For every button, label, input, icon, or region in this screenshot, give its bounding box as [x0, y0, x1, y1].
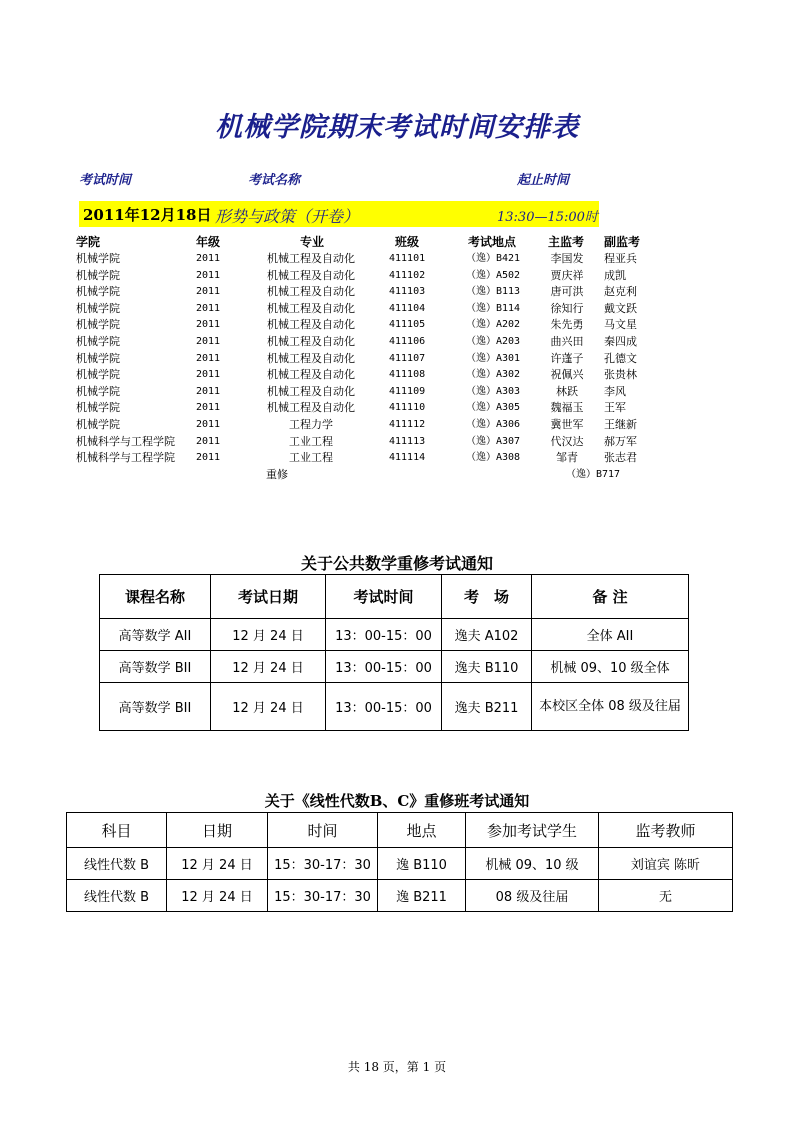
schedule-cell: （逸）A203 [466, 336, 521, 347]
schedule-cell: 工业工程 [289, 434, 333, 448]
schedule-cell: 机械工程及自动化 [267, 351, 355, 365]
table-cell: 高等数学 BII [100, 683, 211, 731]
schedule-cell: 机械学院 [76, 368, 120, 382]
schedule-cell: 机械工程及自动化 [267, 285, 355, 299]
table-cell: 逸 B211 [378, 880, 466, 912]
schedule-cell: 2011 [196, 286, 221, 298]
table-cell: 逸夫 B211 [442, 683, 532, 731]
col-header: 科目 [67, 813, 167, 848]
schedule-cell: 魏福玉 [550, 401, 584, 415]
schedule-cell: 秦四成 [604, 335, 637, 348]
schedule-cell: 工程力学 [289, 418, 333, 431]
schedule-cell: 411110 [389, 402, 426, 414]
table-cell: 15：30-17：30 [268, 880, 378, 912]
col-header: 考试时间 [326, 575, 442, 619]
schedule-cell: 孔德文 [604, 351, 637, 365]
schedule-cell: 李风 [604, 384, 626, 398]
schedule-cell: 机械工程及自动化 [267, 318, 355, 332]
retake-major: 重修 [266, 467, 288, 481]
exam-highlight-bar [79, 201, 599, 227]
schedule-cell: 411102 [389, 269, 426, 281]
schedule-cell: （逸）A301 [466, 352, 521, 364]
schedule-cell: 张志君 [604, 451, 637, 465]
schedule-cell: 411114 [389, 452, 426, 464]
header-exam-name: 考试名称 [248, 173, 301, 188]
schedule-cell: （逸）B114 [466, 302, 521, 314]
schedule-cell: 机械工程及自动化 [267, 335, 355, 348]
col-header: 课程名称 [100, 575, 211, 619]
schedule-cell: 机械学院 [76, 335, 120, 348]
schedule-cell: 2011 [196, 419, 221, 430]
exam-date: 2011年12月18日 [83, 206, 212, 224]
col-header: 地点 [378, 813, 466, 848]
table-cell: 机械 09、10 级全体 [532, 651, 689, 683]
table-cell: 13：00-15：00 [326, 651, 442, 683]
schedule-cell: （逸）A202 [466, 319, 521, 331]
schedule-cell: 贾庆祥 [550, 268, 584, 282]
table-cell: 线性代数 B [67, 848, 167, 880]
schedule-cell: 411101 [389, 253, 426, 264]
schedule-cell: 机械工程及自动化 [267, 384, 355, 398]
schedule-cell: 机械工程及自动化 [267, 368, 355, 382]
col-header: 参加考试学生 [466, 813, 599, 848]
schedule-cell: （逸）A308 [466, 452, 521, 464]
schedule-cell: 411109 [389, 385, 426, 397]
header-start-end: 起止时间 [517, 173, 570, 188]
schedule-cell: 戴文跃 [604, 301, 637, 315]
page-footer: 共 18 页，第 1 页 [347, 1060, 447, 1074]
table-cell: 12 月 24 日 [211, 683, 326, 731]
schedule-cell: 411107 [389, 352, 426, 364]
schedule-cell: 411105 [389, 319, 426, 331]
schedule-cell: 郝万军 [604, 434, 637, 448]
schedule-cell: 工业工程 [289, 451, 333, 465]
schedule-cell: 2011 [196, 369, 221, 381]
col-header: 时间 [268, 813, 378, 848]
table-cell: 15：30-17：30 [268, 848, 378, 880]
col-header: 考试日期 [211, 575, 326, 619]
schedule-cell: 机械工程及自动化 [267, 252, 355, 265]
notice1-title: 关于公共数学重修考试通知 [300, 554, 493, 573]
schedule-cell: 2011 [196, 435, 221, 447]
schedule-cell: 机械工程及自动化 [267, 401, 355, 415]
schedule-cell: （逸）A502 [466, 269, 521, 281]
schedule-cell: 2011 [196, 269, 221, 281]
schedule-cell: 张贵林 [604, 368, 637, 382]
schedule-cell: 赵克利 [604, 285, 637, 299]
schedule-cell: 程亚兵 [604, 252, 637, 265]
schedule-cell: 机械学院 [76, 285, 120, 299]
schedule-col-header: 班级 [394, 235, 419, 249]
schedule-cell: 祝佩兴 [550, 368, 584, 382]
math-retake-table [99, 574, 689, 731]
table-cell: 本校区全体 08 级及往届 [532, 683, 689, 731]
table-cell: 高等数学 BII [100, 651, 211, 683]
schedule-cell: 2011 [196, 253, 221, 264]
table-cell: 无 [599, 880, 733, 912]
schedule-cell: 代汉达 [550, 434, 584, 448]
schedule-col-header: 学院 [76, 235, 101, 249]
schedule-cell: 机械工程及自动化 [267, 301, 355, 315]
schedule-cell: 411113 [389, 435, 426, 447]
schedule-cell: 机械科学与工程学院 [76, 434, 175, 448]
schedule-cell: 2011 [196, 452, 221, 464]
col-header: 日期 [167, 813, 268, 848]
retake-location: （逸）B717 [566, 468, 621, 480]
schedule-col-header: 年级 [196, 235, 221, 249]
schedule-cell: 王军 [604, 401, 626, 415]
schedule-cell: 马文星 [604, 318, 637, 332]
schedule-cell: 许蓬子 [550, 351, 584, 365]
table-cell: 逸 B110 [378, 848, 466, 880]
schedule-cell: 朱先勇 [550, 318, 584, 332]
schedule-cell: 411104 [389, 302, 426, 314]
schedule-cell: 邹青 [556, 451, 578, 465]
schedule-cell: （逸）B421 [466, 253, 521, 264]
schedule-cell: （逸）A303 [466, 385, 521, 397]
schedule-cell: （逸）A307 [466, 435, 521, 447]
schedule-col-header: 专业 [299, 235, 324, 249]
schedule-cell: 411108 [389, 369, 426, 381]
table-cell: 12 月 24 日 [167, 848, 268, 880]
schedule-cell: 曲兴田 [550, 335, 584, 348]
schedule-cell: 2011 [196, 336, 221, 347]
schedule-cell: 机械学院 [76, 301, 120, 315]
table-cell: 13：00-15：00 [326, 683, 442, 731]
header-exam-time: 考试时间 [79, 173, 132, 188]
table-cell: 12 月 24 日 [167, 880, 268, 912]
schedule-cell: 2011 [196, 402, 221, 414]
table-cell: 逸夫 A102 [442, 619, 532, 651]
schedule-cell: 411106 [389, 336, 426, 347]
table-cell: 13：00-15：00 [326, 619, 442, 651]
schedule-cell: 机械学院 [76, 351, 120, 365]
table-cell: 线性代数 B [67, 880, 167, 912]
col-header: 监考教师 [599, 813, 733, 848]
exam-name: 形势与政策（开卷） [215, 207, 360, 226]
table-cell: 12 月 24 日 [211, 619, 326, 651]
schedule-col-header: 副监考 [604, 235, 641, 249]
schedule-cell: 冀世军 [550, 418, 584, 431]
schedule-col-header: 考试地点 [467, 235, 516, 249]
schedule-cell: （逸）B113 [466, 286, 521, 298]
schedule-col-header: 主监考 [548, 235, 585, 249]
schedule-cell: 2011 [196, 319, 221, 331]
schedule-cell: 机械学院 [76, 268, 120, 282]
schedule-cell: 机械学院 [76, 252, 120, 265]
table-cell: 逸夫 B110 [442, 651, 532, 683]
schedule-cell: 2011 [196, 302, 221, 314]
schedule-cell: 2011 [196, 385, 221, 397]
col-header: 考 场 [442, 575, 532, 619]
schedule-cell: 成凯 [604, 268, 626, 282]
schedule-cell: 林跃 [556, 384, 578, 398]
schedule-cell: （逸）A306 [466, 419, 521, 430]
notice2-title: 关于《线性代数B、C》重修班考试通知 [264, 792, 530, 810]
col-header: 备 注 [532, 575, 689, 619]
schedule-cell: 徐知行 [550, 301, 584, 315]
schedule-cell: 机械工程及自动化 [267, 268, 355, 282]
schedule-cell: 机械学院 [76, 384, 120, 398]
table-cell: 机械 09、10 级 [466, 848, 599, 880]
schedule-cell: 411103 [389, 286, 426, 298]
exam-time: 13:30—15:00时 [497, 210, 598, 225]
table-cell: 刘谊宾 陈昕 [599, 848, 733, 880]
schedule-cell: 2011 [196, 352, 221, 364]
schedule-cell: 机械科学与工程学院 [76, 451, 175, 465]
page-title: 机械学院期末考试时间安排表 [215, 112, 579, 143]
schedule-cell: 唐可洪 [550, 285, 584, 299]
schedule-cell: 王继新 [604, 418, 637, 431]
table-cell: 高等数学 AII [100, 619, 211, 651]
schedule-cell: 411112 [389, 419, 426, 430]
schedule-cell: （逸）A305 [466, 402, 521, 414]
schedule-cell: 机械学院 [76, 401, 120, 415]
schedule-cell: 机械学院 [76, 318, 120, 332]
table-cell: 12 月 24 日 [211, 651, 326, 683]
schedule-cell: 机械学院 [76, 418, 120, 431]
table-cell: 全体 AII [532, 619, 689, 651]
linear-algebra-table [66, 812, 733, 912]
schedule-cell: （逸）A302 [466, 369, 521, 381]
table-cell: 08 级及往届 [466, 880, 599, 912]
schedule-cell: 李国发 [550, 252, 584, 265]
